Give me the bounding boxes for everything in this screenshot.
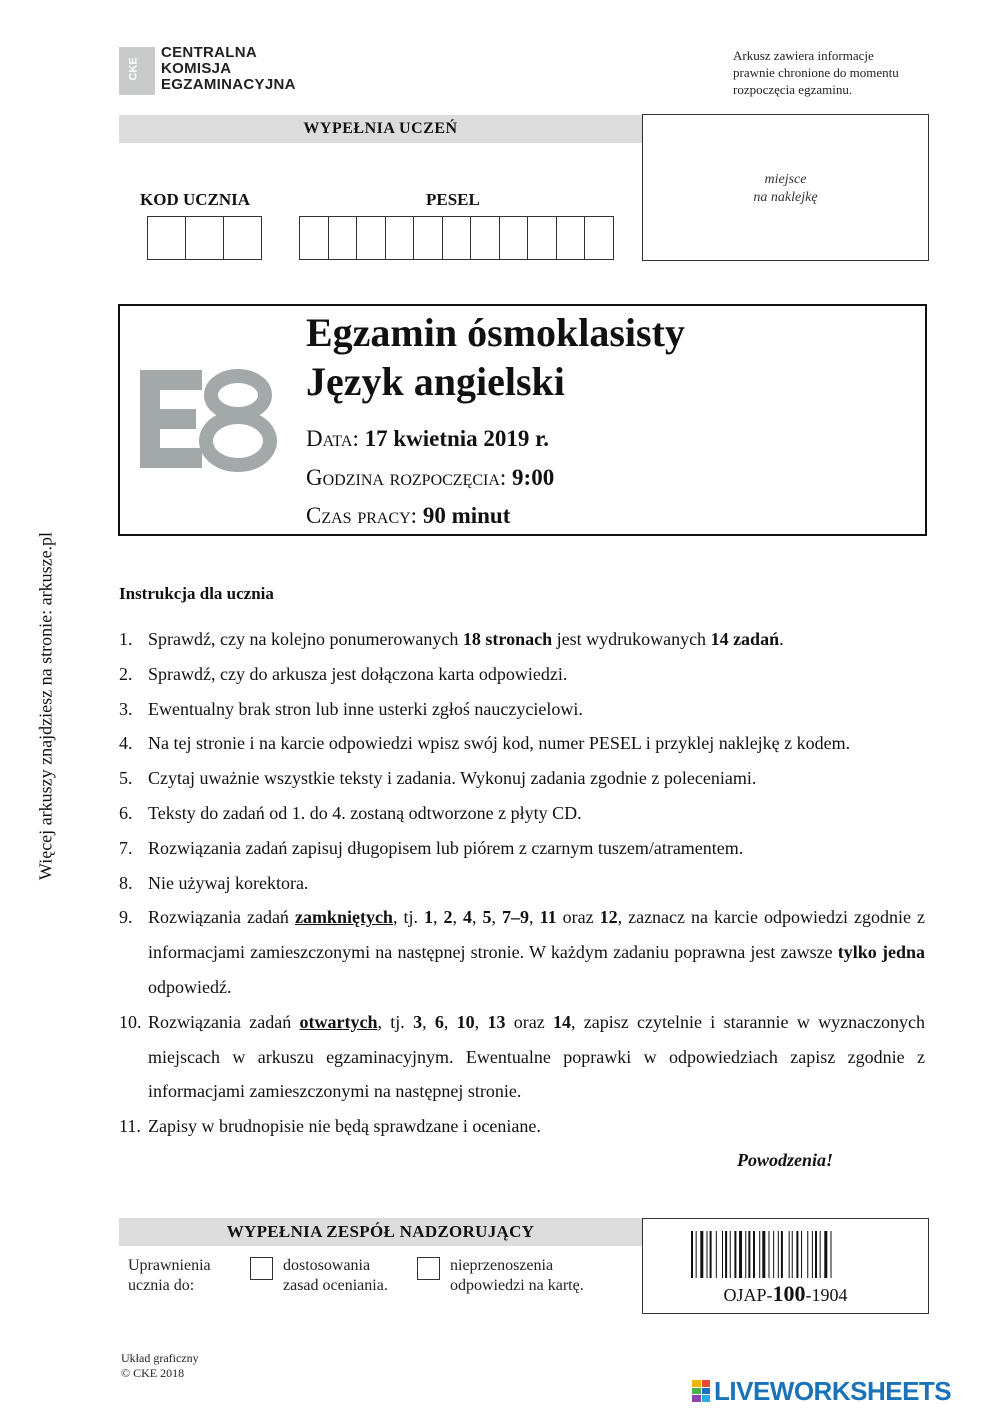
instruction-item — [119, 900, 925, 1004]
student-code-digit-box[interactable] — [224, 217, 261, 259]
barcode-bar — [778, 1231, 779, 1278]
no-transfer-checkbox[interactable] — [417, 1257, 440, 1280]
instruction-fragment: 1 — [423, 907, 433, 928]
instruction-fragment: tylko jedna — [837, 942, 925, 963]
pesel-digit-box[interactable] — [557, 217, 586, 259]
barcode-bar — [734, 1231, 736, 1278]
instruction-fragment: 3 — [413, 1011, 423, 1032]
instruction-fragment: otwartych — [299, 1011, 378, 1032]
barcode-bar — [707, 1231, 708, 1278]
option-line: nieprzenoszenia — [450, 1257, 554, 1274]
barcode-bar — [796, 1231, 798, 1278]
barcode-bar — [745, 1231, 746, 1278]
barcode-bar — [815, 1231, 817, 1278]
footer-line: Układ graficzny — [121, 1351, 199, 1365]
start-label: Godzina rozpoczęcia: — [306, 465, 507, 490]
code-main: 100 — [772, 1281, 806, 1306]
start-value: 9:00 — [512, 465, 555, 490]
instruction-number: 8. — [119, 872, 133, 893]
exam-subject: Język angielski — [306, 359, 565, 404]
instruction-fragment: 14 — [553, 1011, 571, 1032]
instruction-item — [119, 866, 925, 901]
exam-title: Egzamin ósmoklasisty — [306, 310, 685, 355]
instruction-fragment: , — [432, 907, 444, 928]
confidential-note — [733, 47, 943, 98]
instruction-fragment: , — [443, 1011, 457, 1032]
pesel-boxes[interactable] — [299, 216, 614, 260]
student-code-digit-box[interactable] — [186, 217, 224, 259]
no-transfer-label — [450, 1256, 584, 1296]
instruction-item — [119, 831, 925, 866]
date-label: Data: — [306, 426, 359, 451]
instruction-number: 1. — [119, 629, 133, 649]
instruction-fragment: 10 — [456, 1011, 475, 1032]
exam-duration — [306, 503, 510, 529]
instruction-fragment: 12 — [599, 907, 618, 928]
exam-start-time — [306, 465, 554, 491]
instruction-item — [119, 761, 925, 796]
instruction-number: 6. — [119, 802, 133, 823]
pesel-label: PESEL — [426, 190, 480, 209]
pesel-digit-box[interactable] — [528, 217, 557, 259]
instructions-list — [119, 622, 925, 1144]
instruction-text — [148, 622, 925, 657]
barcode-bar — [773, 1231, 774, 1278]
instruction-fragment: 6 — [434, 1011, 444, 1032]
student-code-label: KOD UCZNIA — [140, 190, 251, 209]
barcode-bar — [691, 1231, 693, 1278]
liveworksheets-text: LIVEWORKSHEETS — [714, 1375, 952, 1406]
instruction-text: Czytaj uważnie wszystkie teksty i zadania. Wykonuj zadania zgodnie z poleceniami. — [148, 768, 757, 789]
instruction-item — [119, 692, 925, 727]
adjusted-grading-label — [283, 1256, 388, 1296]
instruction-number: 10. — [119, 1011, 142, 1032]
instruction-fragment: oraz — [505, 1011, 553, 1032]
duration-value: 90 minut — [422, 503, 511, 528]
barcode-bar — [730, 1231, 731, 1278]
instruction-fragment: , — [422, 1011, 435, 1032]
cke-logo-text — [161, 45, 296, 93]
instruction-text: Zapisy w brudnopisie nie będą sprawdzane i oceniane. — [148, 1116, 541, 1137]
instruction-text: Sprawdź, czy do arkusza jest dołączona karta odpowiedzi. — [148, 663, 568, 684]
barcode-bar — [781, 1231, 783, 1278]
note-line: rozpoczęcia egzaminu. — [733, 82, 853, 97]
instruction-text — [148, 1005, 925, 1109]
instruction-fragment: 4 — [463, 907, 473, 928]
logo-line: EGZAMINACYJNA — [161, 76, 296, 93]
barcode-bar — [812, 1231, 813, 1278]
instruction-fragment: 11 — [539, 907, 557, 928]
barcode-bar — [792, 1231, 793, 1278]
instruction-fragment: , zaznacz na karcie odpowiedzi zgodnie z informacjami zamieszczonymi na następnej stronie. W każdym zadaniu poprawna jest zawsze — [148, 907, 925, 963]
instruction-fragment: , tj. — [392, 907, 424, 928]
date-value: 17 kwietnia 2019 r. — [364, 426, 550, 451]
barcode-bar — [710, 1231, 712, 1278]
instruction-text: Ewentualny brak stron lub inne usterki zgłoś nauczycielowi. — [148, 698, 583, 719]
instruction-text: Teksty do zadań od 1. do 4. zostaną odtworzone z płyty CD. — [148, 802, 582, 823]
sticker-area — [642, 114, 929, 261]
pesel-digit-box[interactable] — [585, 217, 613, 259]
instruction-fragment: 14 zadań — [710, 629, 780, 649]
barcode-icon — [691, 1231, 878, 1278]
instruction-fragment: 7–9 — [502, 907, 530, 928]
pesel-digit-box[interactable] — [471, 217, 500, 259]
instruction-fragment: oraz — [556, 907, 600, 928]
instruction-fragment: . — [779, 629, 784, 649]
instruction-fragment: jest wydrukowanych — [552, 629, 711, 649]
instruction-number: 2. — [119, 663, 133, 684]
barcode-bar — [716, 1231, 717, 1278]
instruction-fragment: Sprawdź, czy na kolejno ponumerowanych — [148, 629, 463, 649]
instruction-fragment: , — [452, 907, 464, 928]
adjusted-grading-checkbox[interactable] — [250, 1257, 273, 1280]
entitlements-label — [128, 1256, 211, 1296]
instructions-heading: Instrukcja dla ucznia — [119, 584, 274, 603]
footer-line: © CKE 2018 — [121, 1366, 185, 1380]
instruction-item — [119, 622, 925, 657]
option-line: odpowiedzi na kartę. — [450, 1277, 584, 1294]
barcode-bar — [831, 1231, 832, 1278]
note-line: prawnie chronione do momentu — [733, 65, 899, 80]
pesel-digit-box[interactable] — [329, 217, 358, 259]
barcode-bar — [824, 1231, 827, 1278]
instruction-text: Rozwiązania zadań zapisuj długopisem lub piórem z czarnym tuszem/atramentem. — [148, 837, 744, 858]
pesel-digit-box[interactable] — [386, 217, 415, 259]
student-fill-header: WYPEŁNIA UCZEŃ — [119, 115, 642, 143]
logo-line: CENTRALNA — [161, 44, 258, 61]
side-promo-text: Więcej arkuszy znajdziesz na stronie: arkusze.pl — [35, 531, 56, 881]
instruction-item — [119, 1005, 925, 1109]
footer-credits — [121, 1351, 199, 1381]
option-line: dostosowania — [283, 1257, 371, 1274]
e8-logo-icon — [140, 368, 280, 472]
barcode-bar — [807, 1231, 808, 1278]
student-code-boxes[interactable] — [147, 216, 262, 260]
instruction-fragment: odpowiedź. — [148, 976, 232, 997]
barcode-bar — [696, 1231, 697, 1278]
instruction-fragment: Rozwiązania zadań — [148, 907, 295, 928]
instruction-number: 5. — [119, 768, 133, 789]
exam-date — [306, 426, 549, 452]
pesel-digit-box[interactable] — [443, 217, 472, 259]
entitlements-line: Uprawnienia — [128, 1257, 211, 1274]
logo-line: KOMISJA — [161, 60, 232, 77]
code-prefix: OJAP- — [723, 1285, 773, 1305]
instruction-item — [119, 657, 925, 692]
barcode-bar — [769, 1231, 770, 1278]
instruction-fragment: , — [474, 1011, 488, 1032]
instruction-fragment: 18 stronach — [462, 629, 553, 649]
pesel-digit-box[interactable] — [500, 217, 529, 259]
instruction-fragment: 13 — [487, 1011, 506, 1032]
pesel-digit-box[interactable] — [300, 217, 329, 259]
supervisor-fill-header: WYPEŁNIA ZESPÓŁ NADZORUJĄCY — [119, 1218, 642, 1246]
instruction-fragment: , zapisz czytelnie i starannie w wyznaczonych miejscach w arkuszu egzaminacyjnym. Ewentualne poprawki w odpowiedziach zapisz zgodnie z informacjami zamieszczonymi na następnej stronie. — [148, 1011, 926, 1102]
entitlements-line: ucznia do: — [128, 1277, 195, 1294]
liveworksheets-watermark — [692, 1376, 951, 1406]
sheet-code — [643, 1281, 928, 1307]
sticker-line: na naklejkę — [753, 190, 818, 205]
instruction-text: Na tej stronie i na karcie odpowiedzi wpisz swój kod, numer PESEL i przyklej naklejkę z kodem. — [148, 733, 851, 754]
barcode-bar — [762, 1231, 765, 1278]
instruction-number: 7. — [119, 837, 133, 858]
barcode-bar — [789, 1231, 790, 1278]
instruction-item — [119, 726, 925, 761]
instruction-fragment: 5 — [482, 907, 492, 928]
barcode-bar — [759, 1231, 760, 1278]
cke-logo-mark: CKE — [127, 57, 140, 81]
instruction-fragment: zamkniętych — [294, 907, 393, 928]
instruction-fragment: , — [472, 907, 483, 928]
instruction-number: 9. — [119, 907, 133, 928]
student-code-digit-box[interactable] — [148, 217, 186, 259]
cke-logo-icon — [119, 47, 155, 95]
barcode-bar — [801, 1231, 802, 1278]
barcode-box — [642, 1218, 929, 1314]
note-line: Arkusz zawiera informacje — [733, 48, 874, 63]
sticker-line: miejsce — [764, 172, 807, 187]
barcode-bar — [722, 1231, 723, 1278]
sticker-placeholder — [643, 171, 928, 207]
barcode-bar — [820, 1231, 821, 1278]
barcode-bar — [748, 1231, 750, 1278]
barcode-bar — [700, 1231, 703, 1278]
instruction-item — [119, 796, 925, 831]
instruction-fragment: 2 — [443, 907, 453, 928]
instruction-text: Nie używaj korektora. — [148, 872, 309, 893]
instruction-text — [148, 900, 925, 1004]
instruction-number: 11. — [119, 1116, 141, 1137]
instruction-fragment: , — [529, 907, 540, 928]
instruction-fragment: Rozwiązania zadań — [148, 1011, 300, 1032]
option-line: zasad oceniania. — [283, 1277, 388, 1294]
pesel-digit-box[interactable] — [357, 217, 386, 259]
pesel-digit-box[interactable] — [414, 217, 443, 259]
barcode-bar — [739, 1231, 742, 1278]
code-suffix: -1904 — [805, 1285, 848, 1305]
instruction-fragment: , tj. — [377, 1011, 414, 1032]
good-luck-text: Powodzenia! — [737, 1150, 834, 1170]
instruction-item — [119, 1109, 925, 1144]
barcode-bar — [725, 1231, 727, 1278]
instruction-number: 3. — [119, 698, 133, 719]
barcode-bar — [753, 1231, 755, 1278]
liveworksheets-logo-icon — [692, 1380, 710, 1402]
instruction-fragment: , — [491, 907, 503, 928]
duration-label: Czas pracy: — [306, 503, 418, 528]
instruction-number: 4. — [119, 733, 133, 754]
